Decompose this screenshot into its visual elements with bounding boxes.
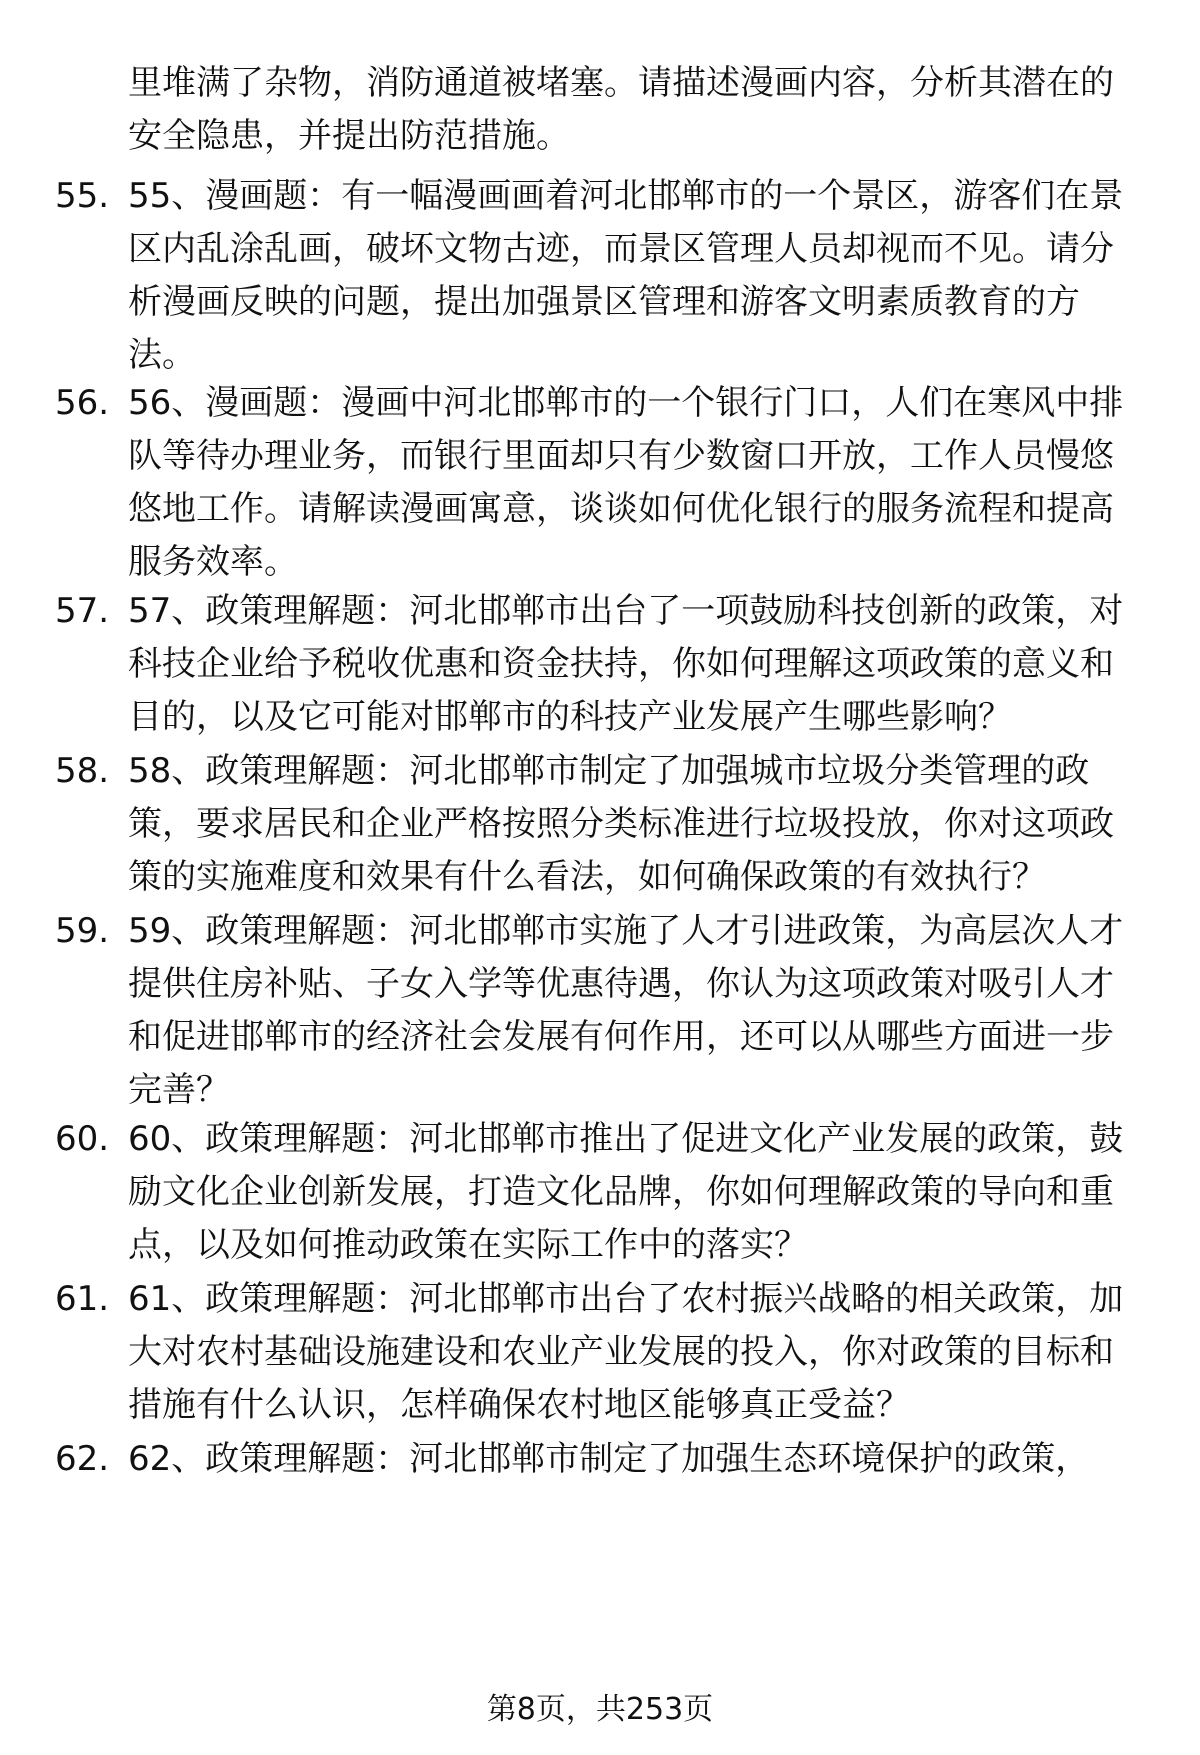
continuation-text: 里堆满了杂物，消防通道被堵塞。请描述漫画内容，分析其潜在的安全隐患，并提出防范措施。 [128,63,1114,156]
question-number: 59. [55,911,110,951]
question-number: 60. [55,1119,110,1159]
question-text: 55、漫画题：有一幅漫画画着河北邯郸市的一个景区，游客们在景区内乱涂乱画，破坏文物古迹，而景区管理人员却视而不见。请分析漫画反映的问题，提出加强景区管理和游客文明素质教育的方法。 [128,176,1124,375]
question-text: 59、政策理解题：河北邯郸市实施了人才引进政策，为高层次人才提供住房补贴、子女入学等优惠待遇，你认为这项政策对吸引人才和促进邯郸市的经济社会发展有何作用，还可以从哪些方面进一步完善？ [128,911,1124,1110]
page-footer: 第8页，共253页 [486,1692,714,1727]
question-number: 57. [55,591,110,631]
question-number: 55. [55,176,110,216]
question-text: 60、政策理解题：河北邯郸市推出了促进文化产业发展的政策，鼓励文化企业创新发展，打造文化品牌，你如何理解政策的导向和重点，以及如何推动政策在实际工作中的落实？ [128,1119,1124,1265]
question-text: 61、政策理解题：河北邯郸市出台了农村振兴战略的相关政策，加大对农村基础设施建设和农业产业发展的投入，你对政策的目标和措施有什么认识，怎样确保农村地区能够真正受益？ [128,1279,1124,1425]
question-number: 56. [55,383,110,423]
question-number: 58. [55,751,110,791]
question-number: 61. [55,1279,110,1319]
question-text: 57、政策理解题：河北邯郸市出台了一项鼓励科技创新的政策，对科技企业给予税收优惠和资金扶持，你如何理解这项政策的意义和目的，以及它可能对邯郸市的科技产业发展产生哪些影响？ [128,591,1124,737]
question-text: 62、政策理解题：河北邯郸市制定了加强生态环境保护的政策， [128,1439,1090,1479]
question-number: 62. [55,1439,110,1479]
question-text: 58、政策理解题：河北邯郸市制定了加强城市垃圾分类管理的政策，要求居民和企业严格按照分类标准进行垃圾投放，你对这项政策的实施难度和效果有什么看法，如何确保政策的有效执行？ [128,751,1114,897]
question-text: 56、漫画题：漫画中河北邯郸市的一个银行门口，人们在寒风中排队等待办理业务，而银行里面却只有少数窗口开放，工作人员慢悠悠地工作。请解读漫画寓意，谈谈如何优化银行的服务流程和提高服务效率。 [128,383,1124,582]
